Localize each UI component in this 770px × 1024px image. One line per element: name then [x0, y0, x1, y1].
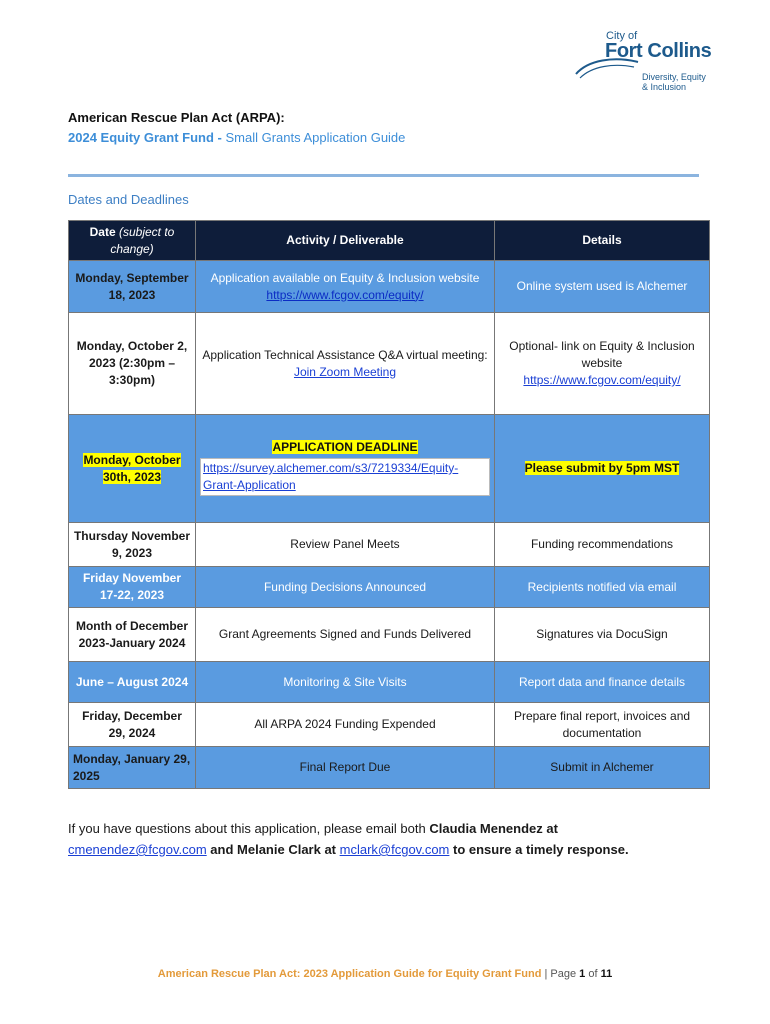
row-activity — [196, 261, 495, 313]
row-details: Submit in Alchemer — [495, 747, 710, 789]
row-date: Thursday November 9, 2023 — [69, 523, 196, 567]
footer-page-number: 1 — [579, 968, 586, 980]
zoom-meeting-link[interactable]: Join Zoom Meeting — [293, 364, 397, 379]
schedule-table — [68, 220, 710, 789]
doc-subtitle — [68, 130, 405, 145]
logo-sub1: Diversity, Equity — [642, 72, 706, 82]
row-activity: Funding Decisions Announced — [196, 567, 495, 608]
table-row — [69, 747, 710, 789]
header-date-bold: Date — [89, 224, 116, 239]
row-activity: Final Report Due — [196, 747, 495, 789]
header-activity: Activity / Deliverable — [196, 221, 495, 261]
row-activity: Monitoring & Site Visits — [196, 662, 495, 703]
row-details: Signatures via DocuSign — [495, 608, 710, 662]
row-details: Prepare final report, invoices and documentation — [495, 703, 710, 747]
row-date: June – August 2024 — [69, 662, 196, 703]
logo-city: City of — [606, 30, 638, 42]
deadline-details: Please submit by 5pm MST — [524, 461, 680, 475]
footer-page-label: | Page — [541, 968, 580, 980]
subtitle-rest: Small Grants Application Guide — [221, 130, 406, 145]
footer-page-total: 11 — [600, 968, 613, 980]
row-activity-text: Application Technical Assistance Q&A virtual meeting: — [202, 347, 488, 362]
table-row — [69, 567, 710, 608]
header-details: Details — [495, 221, 710, 261]
row-date: Monday, October 2, 2023 (2:30pm – 3:30pm) — [69, 313, 196, 415]
email-link-1[interactable]: cmenendez@fcgov.com — [68, 842, 207, 857]
doc-title: American Rescue Plan Act (ARPA): — [68, 110, 285, 125]
row-details — [495, 313, 710, 415]
table-row — [69, 662, 710, 703]
row-details: Recipients notified via email — [495, 567, 710, 608]
logo-sub2: & Inclusion — [642, 82, 687, 92]
row-activity: Review Panel Meets — [196, 523, 495, 567]
footer-page — [541, 968, 612, 980]
table-header-row — [69, 221, 710, 261]
subtitle-bold: 2024 Equity Grant Fund - — [68, 130, 222, 145]
row-details: Funding recommendations — [495, 523, 710, 567]
row-details — [495, 415, 710, 523]
logo-swoosh-icon — [574, 54, 644, 82]
row-date — [69, 415, 196, 523]
row-activity — [196, 415, 495, 523]
footer-text: American Rescue Plan Act: 2023 Application Guide for Equity Grant Fund — [157, 968, 542, 980]
header-date — [69, 221, 196, 261]
header-date-italic: (subject to change) — [110, 224, 175, 256]
header-divider — [68, 174, 699, 177]
section-heading: Dates and Deadlines — [68, 192, 189, 207]
application-survey-link[interactable]: https://survey.alchemer.com/s3/7219334/Equity-Grant-Application — [200, 458, 490, 496]
city-logo — [574, 30, 714, 96]
equity-website-link[interactable]: https://www.fcgov.com/equity/ — [266, 287, 424, 302]
table-row — [69, 703, 710, 747]
row-date: Friday, December 29, 2024 — [69, 703, 196, 747]
equity-website-link[interactable]: https://www.fcgov.com/equity/ — [523, 373, 681, 387]
footer-of: of — [585, 968, 601, 980]
logo-name: Fort Collins — [605, 40, 712, 62]
row-activity: All ARPA 2024 Funding Expended — [196, 703, 495, 747]
row-activity — [196, 313, 495, 415]
row-activity: Grant Agreements Signed and Funds Delivered — [196, 608, 495, 662]
note-contact2: and Melanie Clark at — [206, 842, 340, 857]
note-lead: If you have questions about this application, please email both — [68, 821, 430, 836]
row-details: Report data and finance details — [495, 662, 710, 703]
table-row — [69, 608, 710, 662]
table-row — [69, 523, 710, 567]
email-link-2[interactable]: mclark@fcgov.com — [339, 842, 450, 857]
deadline-date-highlight: Monday, October 30th, 2023 — [83, 452, 181, 484]
table-row — [69, 415, 710, 523]
row-activity-text: Application available on Equity & Inclusion website — [210, 270, 480, 285]
table-row — [69, 313, 710, 415]
row-date: Monday, September 18, 2023 — [69, 261, 196, 313]
note-contact1: Claudia Menendez at — [429, 821, 558, 836]
page-footer — [0, 968, 770, 980]
contact-note — [68, 818, 708, 860]
row-details-text: Optional- link on Equity & Inclusion website — [509, 339, 695, 370]
deadline-label: APPLICATION DEADLINE — [272, 440, 418, 454]
row-date: Friday November 17-22, 2023 — [69, 567, 196, 608]
row-date: Monday, January 29, 2025 — [69, 747, 196, 789]
row-details: Online system used is Alchemer — [495, 261, 710, 313]
table-row — [69, 261, 710, 313]
note-tail: to ensure a timely response. — [449, 842, 629, 857]
row-date: Month of December 2023-January 2024 — [69, 608, 196, 662]
